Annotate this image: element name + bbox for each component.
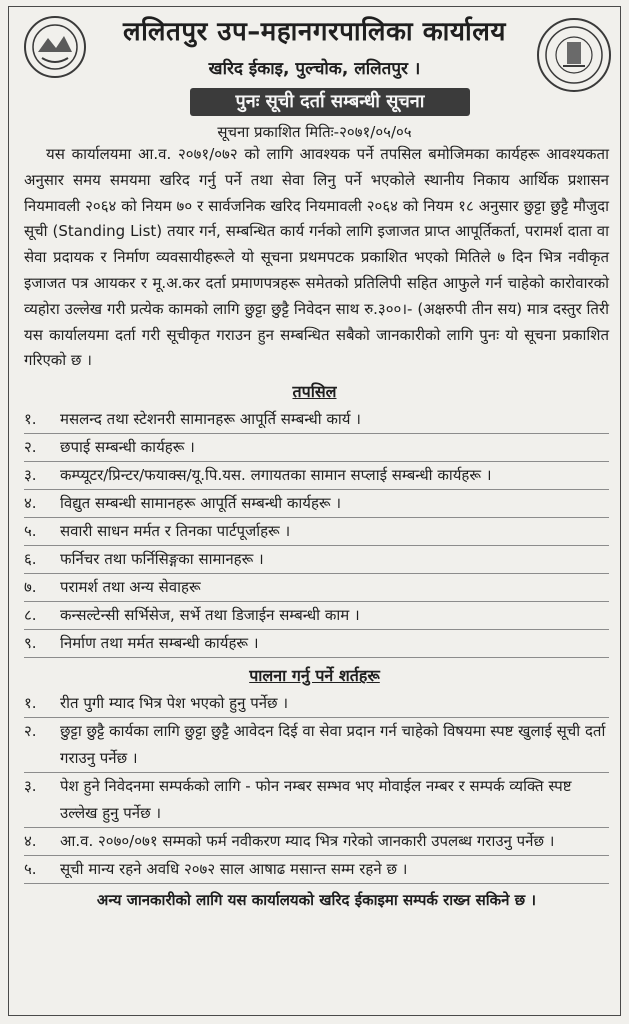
item-number: ३. bbox=[24, 777, 37, 796]
page-border bbox=[8, 6, 621, 1016]
schedule-heading: तपसिल bbox=[292, 382, 337, 402]
item-number: २. bbox=[24, 438, 37, 457]
item-number: ७. bbox=[24, 578, 37, 597]
item-text: विद्युत सम्बन्धी सामानहरू आपूर्ति सम्बन्धी कार्यहरू । bbox=[60, 494, 342, 513]
item-number: २. bbox=[24, 722, 37, 741]
item-text: रीत पुगी म्याद भित्र पेश भएको हुनु पर्नेछ । bbox=[60, 694, 289, 713]
item-text: कन्सल्टेन्सी सर्भिसेज, सर्भे तथा डिजाईन सम्बन्धी काम । bbox=[60, 606, 360, 625]
item-number: ३. bbox=[24, 466, 37, 485]
item-number: १. bbox=[24, 694, 37, 713]
item-text: फर्निचर तथा फर्निसिङ्गका सामानहरू । bbox=[60, 550, 264, 569]
item-number: ४. bbox=[24, 494, 37, 513]
item-text: छपाई सम्बन्धी कार्यहरू । bbox=[60, 438, 195, 457]
item-text: मसलन्द तथा स्टेशनरी सामानहरू आपूर्ति सम्बन्धी कार्य । bbox=[60, 410, 361, 429]
notice-header bbox=[10, 6, 619, 140]
item-text: सवारी साधन मर्मत र तिनका पार्टपूर्जाहरू । bbox=[60, 522, 291, 541]
item-text: कम्प्यूटर/प्रिन्टर/फयाक्स/यू.पि.यस. लगायतका सामान सप्लाई सम्बन्धी कार्यहरू । bbox=[60, 466, 492, 485]
notice-paragraph: यस कार्यालयमा आ.व. २०७१/०७२ को लागि आवश्यक पर्ने तपसिल बमोजिमका कार्यहरू आवश्यकता अनुसार समय समयमा खरिद गर्नु पर्ने तथा सेवा लिनु पर्ने भएकोले स्थानीय निकाय आर्थिक प्रशासन नियमावली २०६४ को नियम ७० र सार्वजनिक खरिद नियमावली २०६४ को नियम १८ अनुसार छुट्टा छुट्टै मौजुदा सूची (Standing List) तयार गर्न, सम्बन्धित कार्य गर्नको लागि इजाजत प्राप्त आपूर्तिकर्ता, परामर्श दाता वा सेवा प्रदायक र निर्माण व्यवसायीहरूले यो सूचना प्रथमपटक प्रकाशित भएको मितिले ७ दिन भित्र नवीकृत इजाजत पत्र आयकर र मू.अ.कर दर्ता प्रमाणपत्रहरू समेतको प्रतिलिपी सहित आफुले गर्न चाहेको कारोवारको व्यहोरा उल्लेख गरी प्रत्येक कामको लागि छुट्टा छुट्टै निवेदन साथ रु.३००।- (अक्षरुपी तीन सय) मात्र दस्तुर तिरी यस कार्यालयमा दर्ता गरी सूचीकृत गराउन हुन सम्बन्धित सबैको जानकारीको लागि पुनः यो सूचना प्रकाशित गरिएको छ । bbox=[24, 145, 609, 370]
item-text: सूची मान्य रहने अवधि २०७२ साल आषाढ मसान्त सम्म रहने छ । bbox=[60, 860, 408, 879]
office-title: ललितपुर उप–महानगरपालिका कार्यालय bbox=[123, 17, 506, 47]
item-number: ५. bbox=[24, 522, 37, 541]
item-text: छुट्टा छुट्टै कार्यका लागि छुट्टा छुट्टै आवेदन दिई वा सेवा प्रदान गर्न चाहेको विषयमा स्पष्ट खुलाई सूची दर्ता गराउनु पर्नेछ । bbox=[60, 722, 606, 768]
item-number: ८. bbox=[24, 606, 37, 625]
conditions-heading: पालना गर्नु पर्ने शर्तहरू bbox=[249, 666, 380, 686]
item-text: परामर्श तथा अन्य सेवाहरू bbox=[60, 578, 201, 597]
item-number: ५. bbox=[24, 860, 37, 879]
item-number: १. bbox=[24, 410, 37, 429]
office-subtitle: खरिद ईकाइ, पुल्चोक, ललितपुर । bbox=[208, 59, 421, 79]
published-date: सूचना प्रकाशित मितिः-२०७१/०५/०५ bbox=[217, 123, 412, 141]
municipality-seal-icon bbox=[537, 18, 611, 92]
item-text: निर्माण तथा मर्मत सम्बन्धी कार्यहरू । bbox=[60, 634, 259, 653]
item-number: ६. bbox=[24, 550, 37, 569]
item-text: पेश हुने निवेदनमा सम्पर्कको लागि - फोन नम्बर सम्भव भए मोवाईल नम्बर र सम्पर्क व्यक्ति स्पष्ट उल्लेख हुनु पर्नेछ । bbox=[60, 777, 572, 823]
item-number: ९. bbox=[24, 634, 37, 653]
footer-note: अन्य जानकारीको लागि यस कार्यालयको खरिद ईकाइमा सम्पर्क राख्न सकिने छ । bbox=[96, 891, 537, 910]
notice-title-banner: पुनः सूची दर्ता सम्बन्धी सूचना bbox=[190, 88, 470, 116]
item-text: आ.व. २०७०/०७१ सम्मको फर्म नवीकरण म्याद भित्र गरेको जानकारी उपलब्ध गराउनु पर्नेछ । bbox=[60, 832, 555, 851]
item-number: ४. bbox=[24, 832, 37, 851]
